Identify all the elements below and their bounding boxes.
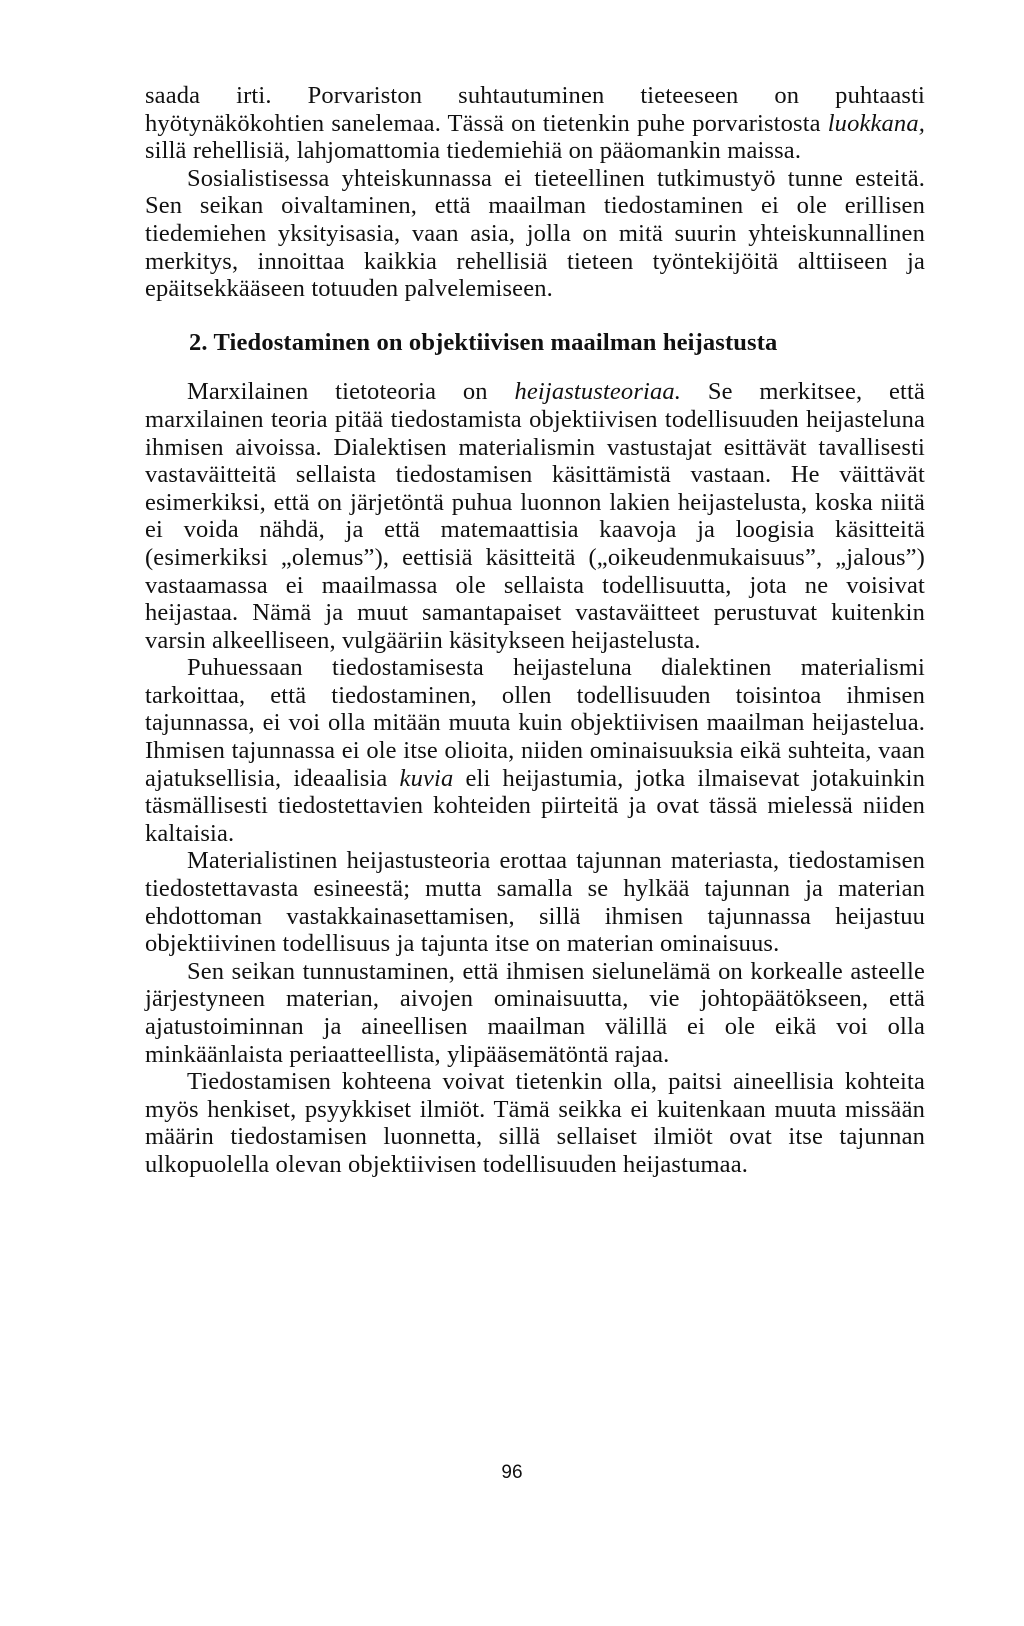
paragraph-1-text-c: sillä rehellisiä, lahjomattomia tiedemiehiä on pääomankin maissa.: [145, 137, 802, 165]
section-heading: 2. Tiedostaminen on objektiivisen maailman heijastusta: [189, 328, 778, 356]
paragraph-4-text-a: Puhuessaan tiedostamisesta heijasteluna dialektinen materialismi tarkoittaa, että tiedostaminen, ollen todellisuuden toisintoa ihmisen tajunnassa, ei voi olla mitään muuta kuin objektiivisen maailman heijastelua. Ihmisen tajunnassa ei ole itse olioita, niiden ominaisuuksia eikä suhteita, vaan ajatuksellisia, ideaalisia: [145, 654, 925, 792]
paragraph-4-text-c: eli heijastumia, jotka ilmaisevat jotakuinkin täsmällisesti tiedostettavien kohteiden piirteitä ja ovat tässä mielessä niiden kaltaisia.: [145, 764, 925, 847]
page-number: 96: [501, 1462, 523, 1483]
paragraph-6: Sen seikan tunnustaminen, että ihmisen sielunelämä on korkealle asteelle järjestyneen materian, aivojen ominaisuutta, vie johtopäätökseen, että ajatustoiminnan ja aineellisen maailman välillä ei ole eikä voi olla minkäänlaista periaatteellista, ylipääsemätöntä rajaa.: [145, 957, 925, 1068]
paragraph-5: Materialistinen heijastusteoria erottaa tajunnan materiasta, tiedostamisen tiedostettavasta esineestä; mutta samalla se hylkää tajunnan ja materian ehdottoman vastakkainasettamisen, sillä ihmisen tajunnassa heijastuu objektiivinen todellisuus ja tajunta itse on materian ominaisuus.: [145, 847, 925, 958]
paragraph-4-emphasis: kuvia: [399, 764, 454, 792]
paragraph-3: [145, 378, 925, 654]
paragraph-7: Tiedostamisen kohteena voivat tietenkin olla, paitsi aineellisia kohteita myös henkiset, psyykkiset ilmiöt. Tämä seikka ei kuitenkaan muuta missään määrin tiedostamisen luonnetta, sillä sellaiset ilmiöt ovat itse tajunnan ulkopuolella olevan objektiivisen todellisuuden heijastumaa.: [145, 1068, 925, 1178]
page-body: [145, 82, 925, 1179]
paragraph-4: [145, 654, 925, 847]
paragraph-1-emphasis: luokkana,: [827, 109, 925, 137]
paragraph-3-text-a: Marxilainen tietoteoria on: [187, 378, 515, 406]
paragraph-3-emphasis: heijastusteoriaa.: [514, 378, 682, 406]
paragraph-2: Sosialistisessa yhteiskunnassa ei tieteellinen tutkimustyö tunne esteitä. Sen seikan oivaltaminen, että maailman tiedostaminen ei ole erillisen tiedemiehen yksityisasia, vaan asia, jolla on mitä suurin yhteiskunnallinen merkitys, innoittaa kaikkia rehellisiä tieteen työntekijöitä alttiiseen ja epäitsekkääseen totuuden palvelemiseen.: [145, 164, 925, 303]
paragraph-1: [145, 82, 925, 165]
paragraph-3-text-c: Se merkitsee, että marxilainen teoria pitää tiedostamista objektiivisen todellisuuden heijasteluna ihmisen aivoissa. Dialektisen materialismin vastustajat esittävät tavallisesti vastaväitteitä sellaista tiedostamisen käsittämistä vastaan. He väittävät esimerkiksi, että on järjetöntä puhua luonnon lakien heijastelusta, koska niitä ei voida nähdä, ja että matemaattisia kaavoja ja loogisia käsitteitä (esimerkiksi „olemus”), eettisiä käsitteitä („oikeudenmukaisuus”, „jalous”) vastaamassa ei maailmassa ole sellaista todellisuutta, jota ne voisivat heijastaa. Nämä ja muut samantapaiset vastaväitteet perustuvat kuitenkin varsin alkeelliseen, vulgääriin käsitykseen heijastelusta.: [145, 378, 925, 654]
paragraph-1-text-a: saada irti. Porvariston suhtautuminen tieteeseen on puhtaasti hyötynäkökohtien sanelemaa. Tässä on tietenkin puhe porvaristosta: [145, 82, 925, 137]
